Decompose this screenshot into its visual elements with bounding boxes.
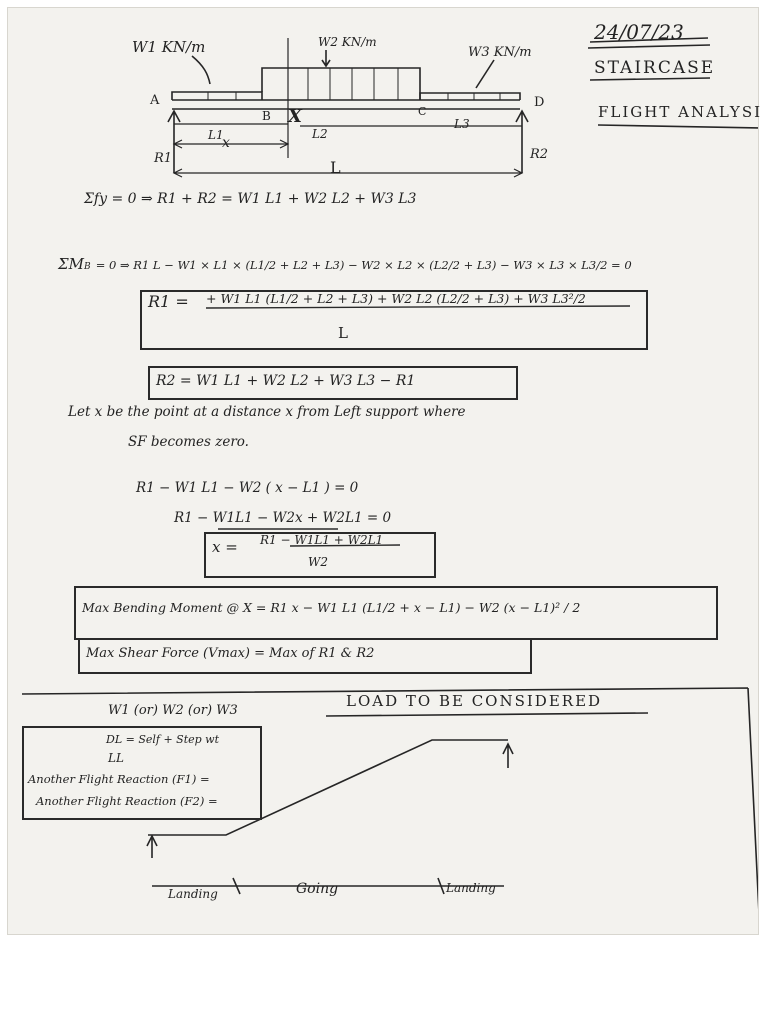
span1-label: L1: [208, 128, 224, 142]
let-line1: Let x be the point at a distance x from Left support where: [68, 404, 466, 420]
point-a-label: A: [150, 93, 160, 108]
load1-label: W1 KN/m: [132, 38, 206, 56]
title-underline: [590, 78, 710, 80]
title-line2: FLIGHT ANALYSI: [598, 103, 763, 121]
date-underline: [588, 38, 710, 48]
dist-x-label: x: [222, 135, 230, 151]
point-c-label: C: [418, 105, 427, 118]
x-numerator: R1 − W1L1 + W2L1: [260, 533, 384, 547]
landing-right-label: Landing: [446, 881, 496, 895]
total-span-label: L: [330, 158, 341, 177]
r2-equation: R2 = W1 L1 + W2 L2 + W3 L3 − R1: [156, 373, 416, 389]
reaction2-label: R2: [530, 147, 549, 162]
max-sf-equation: Max Shear Force (Vmax) = Max of R1 & R2: [86, 646, 375, 661]
beam: [172, 100, 520, 109]
load-block-3: [420, 93, 520, 100]
load-section-title: LOAD TO BE CONSIDERED: [346, 692, 603, 710]
load-title-underline: [326, 713, 648, 716]
point-d-label: D: [534, 95, 545, 110]
load-block-1: [172, 92, 262, 100]
w2-arrow: [322, 50, 330, 66]
span2-label: L2: [312, 127, 328, 141]
x-label: x =: [212, 538, 238, 556]
load-ticks: [208, 68, 500, 100]
sum-fy-equation: Σfy = 0 ⇒ R1 + R2 = W1 L1 + W2 L2 + W3 L3: [84, 191, 417, 207]
max-bm-equation: Max Bending Moment @ X = R1 x − W1 L1 (L1/2 + x − L1) − W2 (x − L1)² / 2: [82, 600, 581, 615]
point-x-label: X: [288, 106, 302, 127]
r1-denominator: L: [338, 324, 348, 342]
let-line2: SF becomes zero.: [128, 434, 249, 450]
stair-left-arrow: [147, 836, 157, 858]
x-denominator: W2: [308, 555, 328, 569]
sum-mb-lhs: ΣM: [58, 255, 84, 273]
w1-arrow: [192, 56, 210, 84]
title-line1: STAIRCASE: [594, 58, 716, 78]
stair-right-arrow: [503, 744, 513, 768]
sum-mb-sub: B: [83, 262, 91, 272]
dl-note: DL = Self + Step wt: [106, 733, 220, 746]
reaction-f2-note: Another Flight Reaction (F2) =: [36, 794, 218, 808]
w3-arrow: [476, 60, 494, 88]
w-options: W1 (or) W2 (or) W3: [108, 703, 238, 718]
title2-underline: [598, 125, 758, 128]
handwritten-page: [8, 8, 763, 934]
sum-mb-rhs: = 0 ⇒ R1 L − W1 × L1 × (L1/2 + L2 + L3) − W2 × L2 × (L2/2 + L3) − W3 × L3 × L3/2 = 0: [95, 258, 632, 272]
load2-label: W2 KN/m: [318, 35, 377, 49]
reaction1-label: R1: [154, 151, 173, 166]
r1-label: R1 =: [148, 292, 189, 311]
sum-mb-equation: [58, 254, 632, 273]
point-b-label: B: [262, 109, 271, 123]
r1-numerator: + W1 L1 (L1/2 + L2 + L3) + W2 L2 (L2/2 + L3) + W3 L3²/2: [206, 291, 586, 306]
load3-label: W3 KN/m: [468, 45, 532, 60]
load-block-2: [262, 68, 420, 100]
landing-left-label: Landing: [168, 887, 218, 901]
sf-equation-line1: R1 − W1 L1 − W2 ( x − L1 ) = 0: [136, 480, 359, 496]
going-label: Going: [296, 881, 339, 897]
reaction2-arrow: [516, 111, 528, 173]
ll-note: LL: [108, 751, 124, 765]
reaction-f1-note: Another Flight Reaction (F1) =: [28, 772, 210, 786]
date-label: 24/07/23: [594, 20, 684, 44]
sf-equation-line2: R1 − W1L1 − W2x + W2L1 = 0: [174, 510, 392, 526]
span3-label: L3: [454, 117, 470, 131]
